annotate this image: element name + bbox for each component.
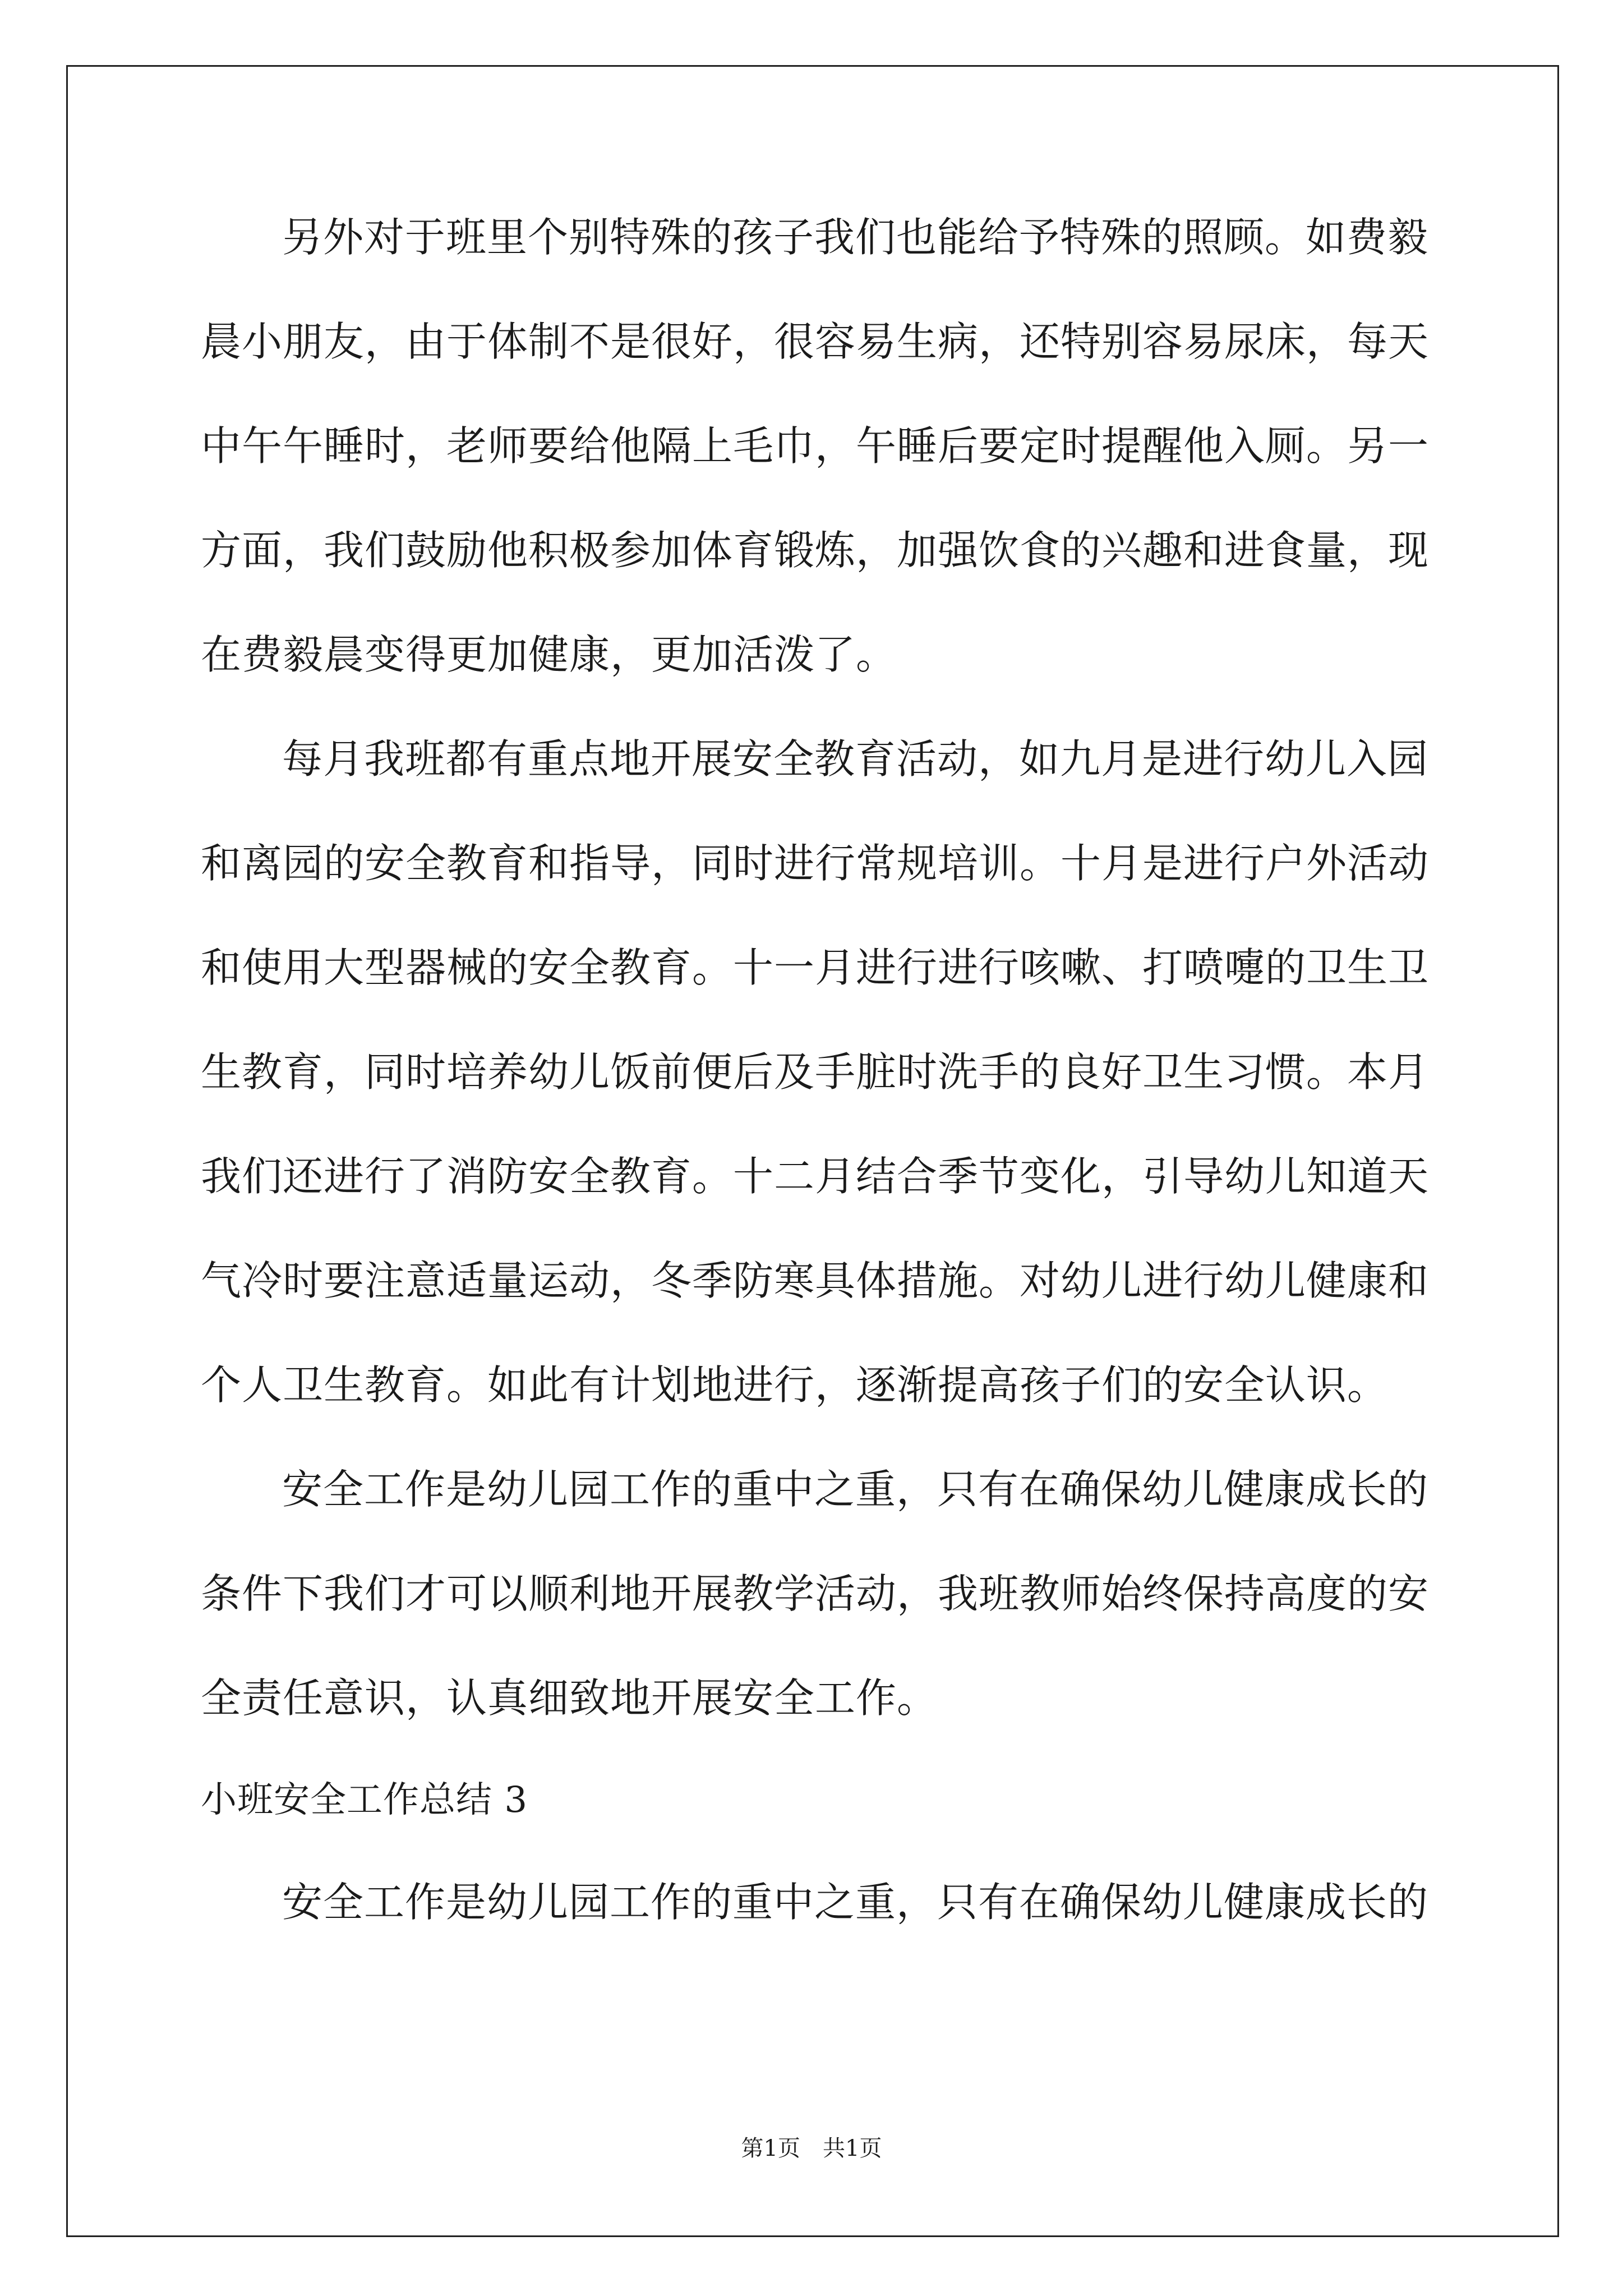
paragraph-line: 安全工作是幼儿园工作的重中之重，只有在确保幼儿健康成长的 [282,1879,1429,1926]
paragraph-line: 中午午睡时，老师要给他隔上毛巾，午睡后要定时提醒他入厕。另一 [201,422,1430,470]
paragraph-line: 气冷时要注意适量运动，冬季防寒具体措施。对幼儿进行幼儿健康和 [201,1257,1430,1304]
section-heading: 小班安全工作总结 3 [201,1779,528,1821]
paragraph-line: 另外对于班里个别特殊的孩子我们也能给予特殊的照顾。如费毅 [282,214,1429,261]
paragraph-line: 在费毅晨变得更加健康，更加活泼了。 [201,631,897,678]
page-footer: 第1页 共1页 [741,2136,882,2161]
paragraph-line: 晨小朋友，由于体制不是很好，很容易生病，还特别容易尿床，每天 [201,318,1430,365]
paragraph-line: 和离园的安全教育和指导，同时进行常规培训。十月是进行户外活动 [201,840,1430,887]
paragraph-line: 和使用大型器械的安全教育。十一月进行进行咳嗽、打喷嚏的卫生卫 [201,944,1430,991]
paragraph-line: 条件下我们才可以顺利地开展教学活动，我班教师始终保持高度的安 [201,1570,1430,1617]
paragraph-line: 每月我班都有重点地开展安全教育活动，如九月是进行幼儿入园 [282,735,1429,783]
paragraph-line: 个人卫生教育。如此有计划地进行，逐渐提高孩子们的安全认识。 [201,1361,1389,1409]
paragraph-line: 我们还进行了消防安全教育。十二月结合季节变化，引导幼儿知道天 [201,1153,1430,1200]
paragraph-line: 方面，我们鼓励他积极参加体育锻炼，加强饮食的兴趣和进食量，现 [201,527,1430,574]
paragraph-line: 安全工作是幼儿园工作的重中之重，只有在确保幼儿健康成长的 [282,1466,1429,1513]
paragraph-line: 全责任意识，认真细致地开展安全工作。 [201,1674,938,1722]
paragraph-line: 生教育，同时培养幼儿饭前便后及手脏时洗手的良好卫生习惯。本月 [201,1048,1430,1096]
